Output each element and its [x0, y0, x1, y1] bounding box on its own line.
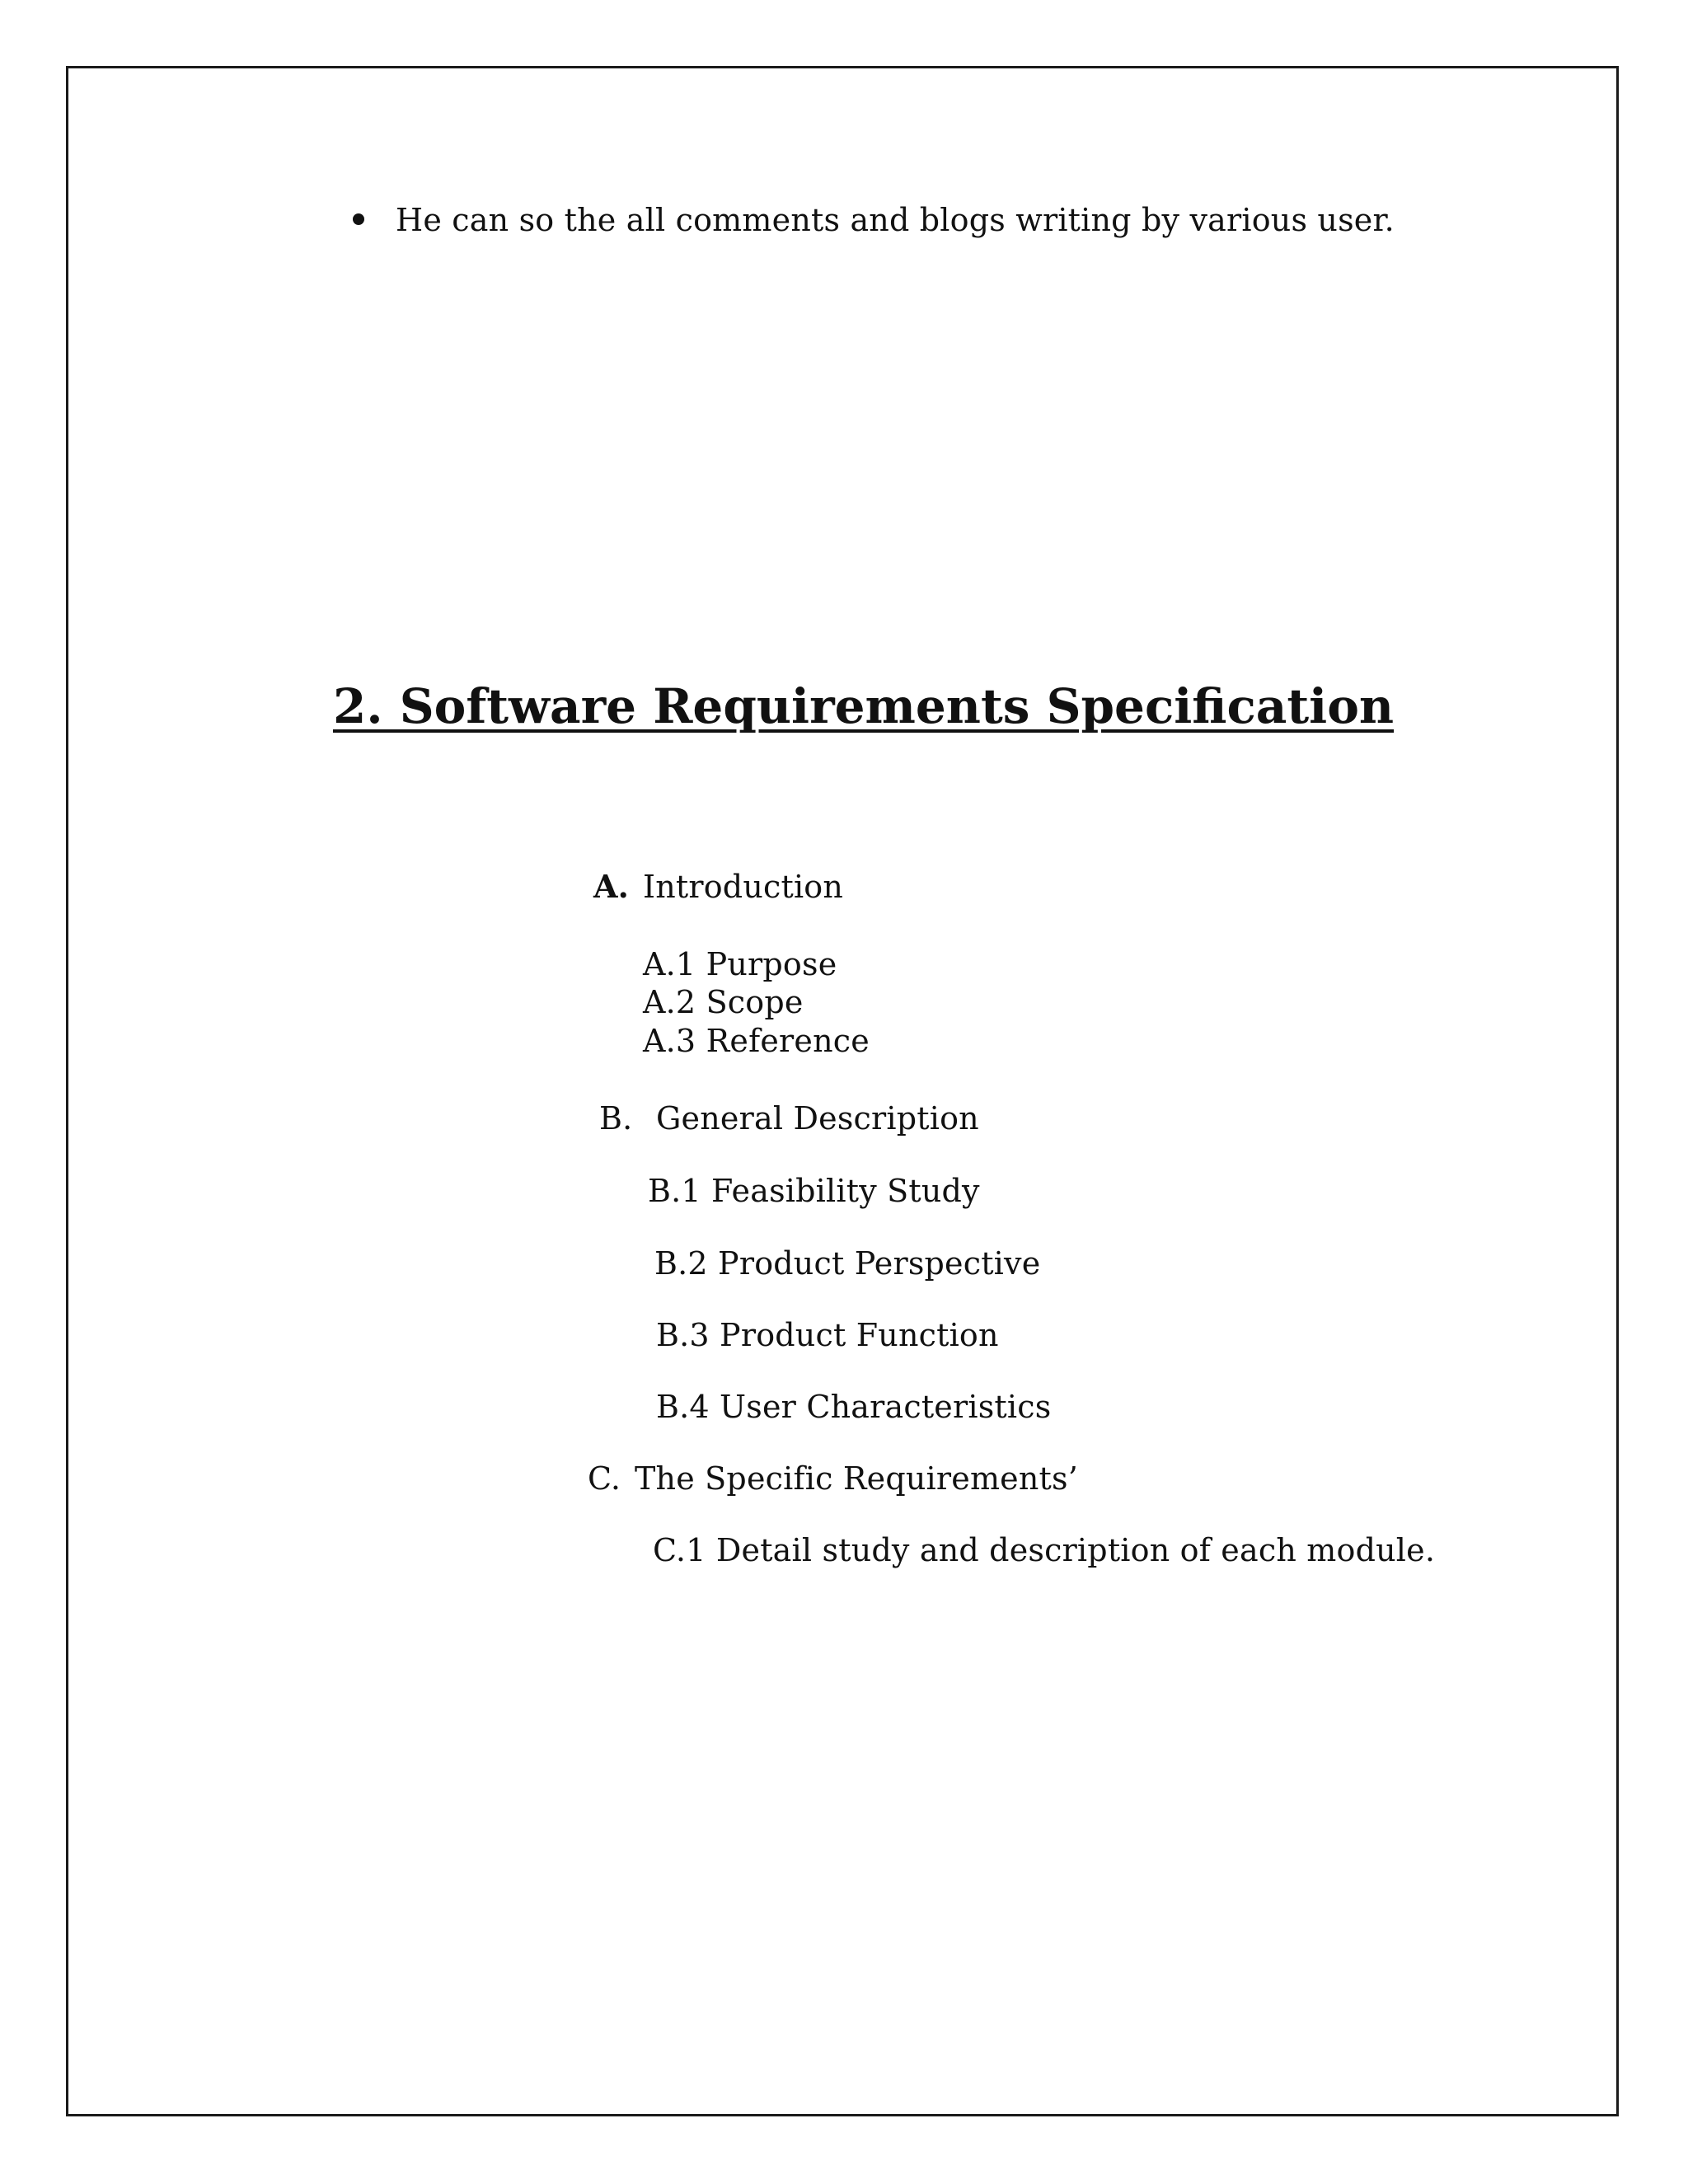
outline-a-marker: A. [593, 868, 630, 905]
outline-c-marker: C. [588, 1460, 621, 1497]
outline-item-b1: B.1 Feasibility Study [648, 1173, 980, 1209]
outline-b-marker: B. [599, 1100, 633, 1137]
section-heading: 2. Software Requirements Specification [333, 678, 1395, 734]
bullet-text: He can so the all comments and blogs writing by various user. [396, 202, 1395, 238]
outline-item-b2: B.2 Product Perspective [654, 1245, 1041, 1282]
outline-item-a2: A.2 Scope [643, 984, 804, 1020]
outline-c-label: The Specific Requirements’ [635, 1460, 1078, 1497]
page-border [66, 66, 1619, 2116]
outline-item-a1: A.1 Purpose [643, 946, 837, 982]
outline-item-a3: A.3 Reference [643, 1023, 870, 1059]
outline-item-b4: B.4 User Characteristics [656, 1389, 1052, 1425]
bullet-icon [353, 213, 364, 225]
outline-item-c1: C.1 Detail study and description of each module. [653, 1532, 1436, 1568]
outline-b-label: General Description [656, 1100, 979, 1137]
outline-item-b3: B.3 Product Function [656, 1317, 999, 1353]
outline-a-label: Introduction [643, 869, 844, 905]
